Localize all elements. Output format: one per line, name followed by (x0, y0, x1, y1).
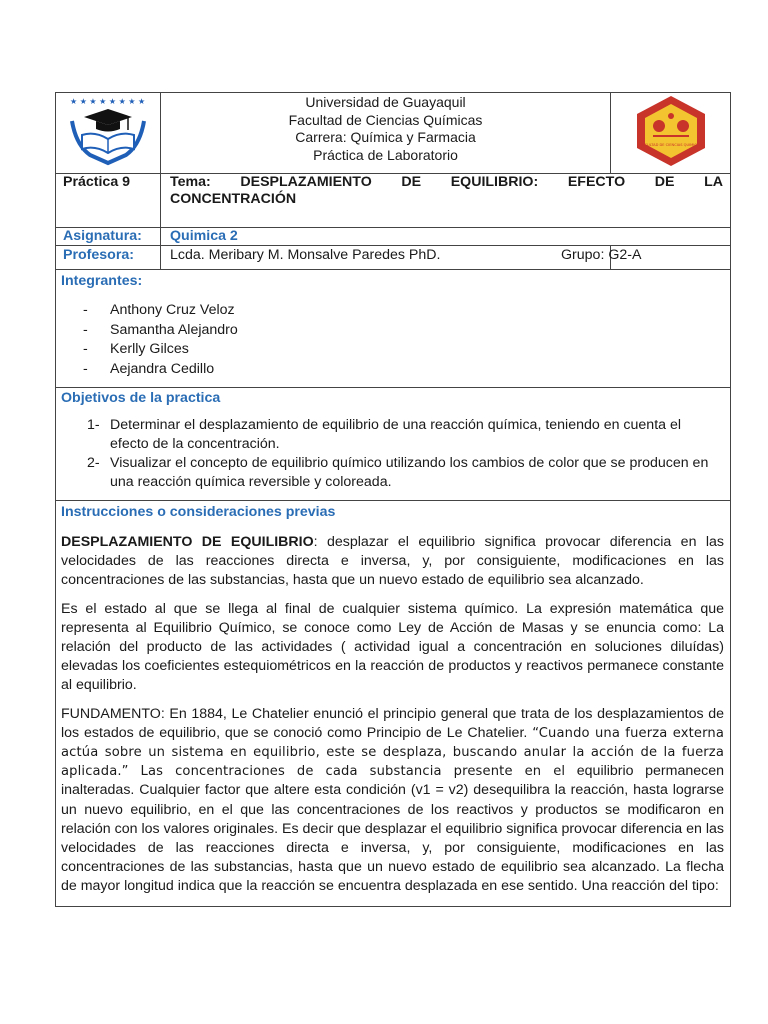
topic-word: DESPLAZAMIENTO (240, 174, 372, 190)
member-item: - Aejandra Cedillo (83, 360, 215, 377)
header-row (56, 93, 731, 174)
practice-topic (161, 174, 731, 228)
objectives-label: Objetivos de la practica (61, 390, 221, 406)
group-value: Grupo: G2-A (556, 246, 676, 270)
practice-row (56, 174, 731, 228)
faculty-name: Facultad de Ciencias Químicas (288, 111, 483, 128)
university-logo-cell (56, 93, 161, 174)
paragraph-law-of-mass-action: Es el estado al que se llega al final de cualquier sistema químico. La expresión matemática que representa al Equilibrio Químico, se conoce como Ley de Acción de Masas y se enuncia como: La relación del producto de las actividades ( actividad igual a concentración en soluciones diluídas) elevadas los coeficientes estequiométricos en la reacción de productos y reactivos permanece constante al equilibrio. (61, 600, 725, 694)
svg-text:★ ★ ★ ★ ★ ★ ★ ★: ★ ★ ★ ★ ★ ★ ★ ★ (70, 97, 146, 106)
institution-header (161, 93, 611, 174)
topic-word: DE (654, 174, 675, 190)
members-label: Integrantes: (61, 273, 143, 289)
topic-word: EQUILIBRIO: (450, 174, 539, 190)
faculty-logo-cell (611, 93, 731, 174)
subject-value: Quimica 2 (161, 228, 731, 246)
members-list (61, 301, 723, 379)
objective-item: 2- Visualizar el concepto de equilibrio químico utilizando los cambios de color que se producen en una reacción química reversible y coloreada. (87, 455, 709, 490)
members-section (56, 270, 731, 388)
university-name: Universidad de Guayaquil (305, 94, 466, 110)
objectives-section (56, 388, 731, 501)
topic-word: EFECTO (567, 174, 626, 190)
teacher-row (56, 246, 731, 270)
subject-row (56, 228, 731, 246)
practice-type: Práctica de Laboratorio (313, 146, 458, 163)
topic-line-1 (170, 174, 723, 191)
instructions-section (56, 501, 731, 907)
member-item: - Anthony Cruz Veloz (83, 302, 235, 318)
definition-term: DESPLAZAMIENTO DE EQUILIBRIO (61, 534, 314, 550)
le-chatelier-quote: “Cuando una fuerza externa actúa sobre un sistema en equilibrio, este se desplaza, buscando anular la acción de la fuerza aplicada.” Las concentraciones de cada substancia presente en el (61, 725, 725, 780)
university-crest-icon (56, 93, 160, 169)
member-item: - Kerlly Gilces (83, 341, 189, 357)
practice-number: Práctica 9 (56, 174, 161, 228)
topic-word: LA (704, 174, 724, 190)
instructions-label: Instrucciones o consideraciones previas (61, 504, 336, 520)
topic-word: Tema: (170, 174, 211, 190)
members-row (56, 270, 731, 388)
objectives-row (56, 388, 731, 501)
objectives-list (61, 416, 720, 492)
teacher-label: Profesora: (56, 246, 161, 270)
faculty-emblem-icon (631, 94, 711, 168)
paragraph-fundamento: FUNDAMENTO: En 1884, Le Chatelier enunció el principio general que trata de los desplazamientos de los estados de equilibrio, que se conoció como Principio de Le Chatelier. “Cuando una fuerza externa actúa sobre un sistema en equilibrio, este se desplaza, buscando anular la acción de la fuerza aplicada.” Las concentraciones de cada substancia presente en el equilibrio permanecen inalteradas. Cualquier factor que altere esta condición (v1 = v2) desequilibra la reacción, hasta lograrse un nuevo equilibrio, en el que las concentraciones de los reactivos y productos se modificaron en relación con los valores originales. Es decir que desplazar el equilibrio significa provocar diferencia en las velocidades de las reacciones directa e inversa, y, por consiguiente, modificaciones en las concentraciones de las substancias, hasta que un nuevo estado de equilibrio sea alcanzado. La flecha de mayor longitud indica que la reacción se encuentra desplazada en ese sentido. Una reacción del tipo: (61, 705, 725, 895)
faculty-emblem-text: FACULTAD DE CIENCIAS QUIMICAS (639, 143, 702, 147)
topic-word: DE (401, 174, 422, 190)
subject-label: Asignatura: (56, 228, 161, 246)
member-item: - Samantha Alejandro (83, 321, 238, 338)
instructions-row (56, 501, 731, 907)
lab-practice-table (55, 92, 731, 907)
paragraph-definition: DESPLAZAMIENTO DE EQUILIBRIO: desplazar el equilibrio significa provocar diferencia en las velocidades de las reacciones directa e inversa, y, por consiguiente, modificaciones en las concentraciones de las substancias, hasta que un nuevo estado de equilibrio sea alcanzado. (61, 534, 725, 589)
career-name: Carrera: Química y Farmacia (295, 129, 476, 145)
teacher-name: Lcda. Meribary M. Monsalve Paredes PhD. (161, 246, 611, 270)
objective-item: 1- Determinar el desplazamiento de equilibrio de una reacción química, teniendo en cuenta el efecto de la concentración. (87, 417, 682, 452)
topic-line-2: CONCENTRACIÓN (170, 191, 297, 207)
